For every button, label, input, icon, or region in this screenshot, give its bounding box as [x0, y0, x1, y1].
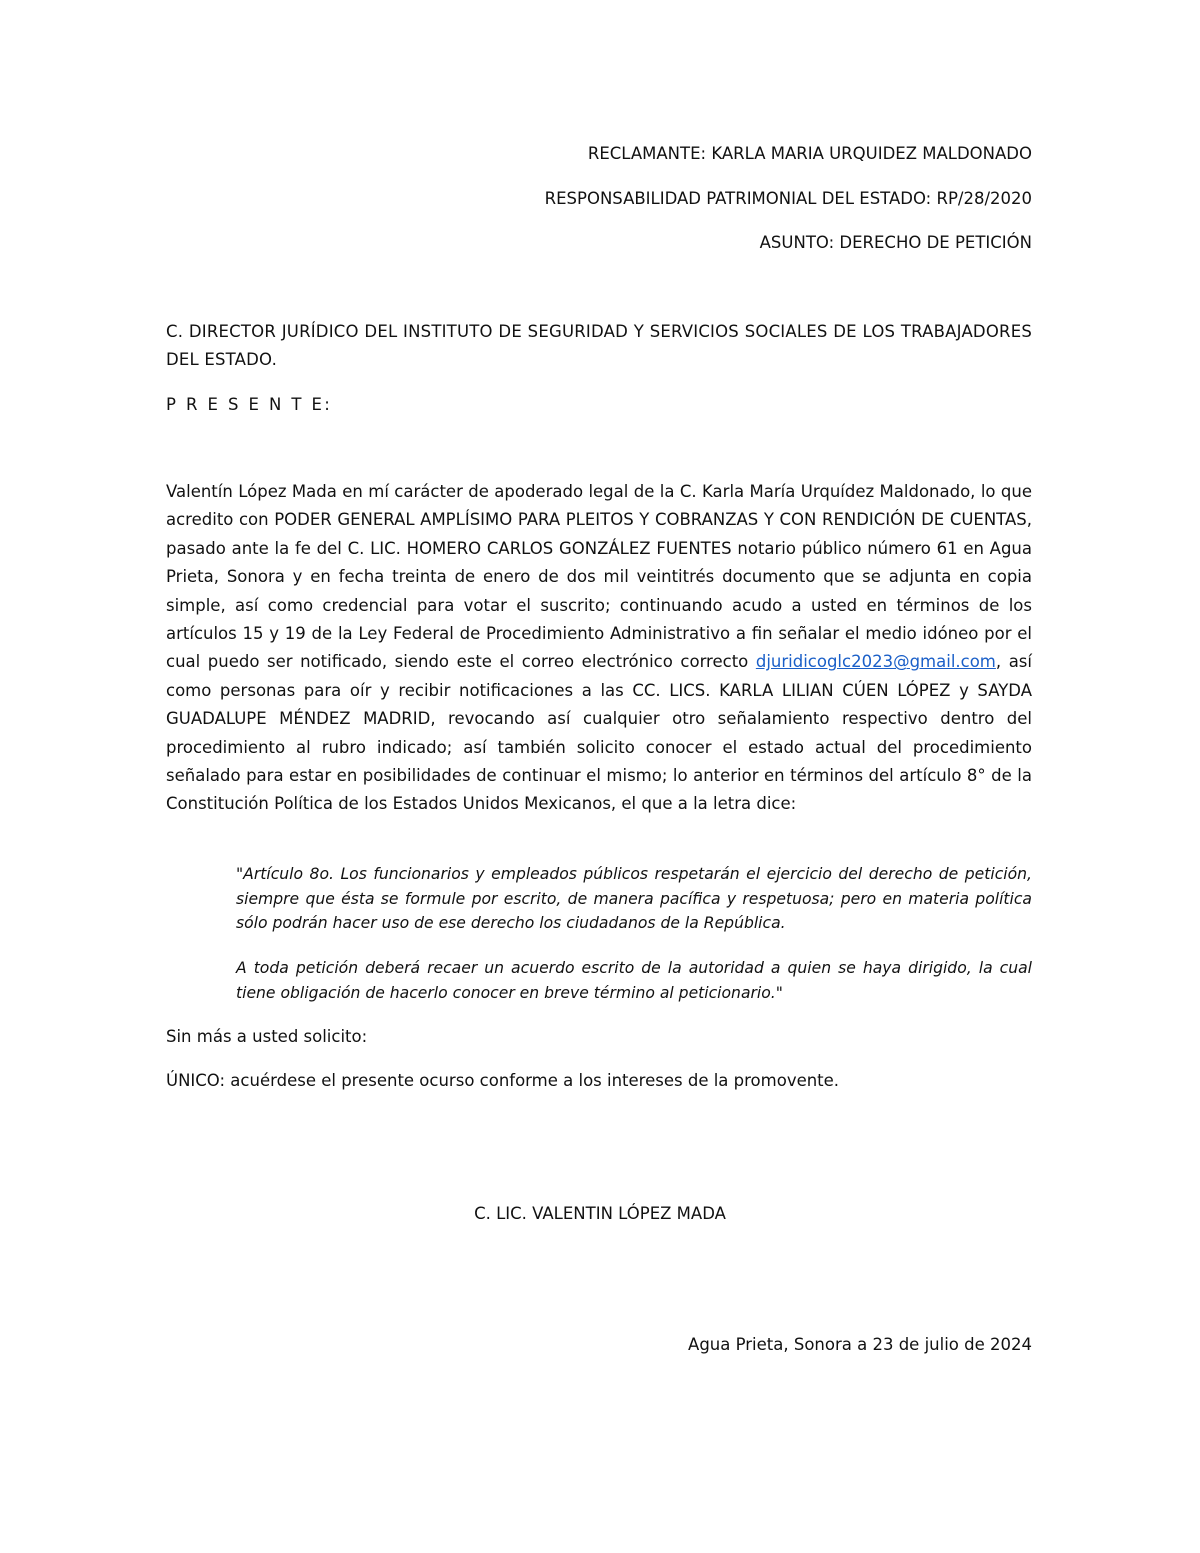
quote-paragraph-2: A toda petición deberá recaer un acuerdo escrito de la autoridad a quien se haya dirigido, la cual tiene obligación de hacerlo conocer en breve término al peticionario." — [236, 959, 1032, 1002]
expediente-line: RESPONSABILIDAD PATRIMONIAL DEL ESTADO: RP/28/2020 — [544, 189, 1032, 208]
quote-paragraph-1: "Artículo 8o. Los funcionarios y empleados públicos respetarán el ejercicio del derecho de petición, siempre que ésta se formule por escrito, de manera pacífica y respetuosa; pero en materia política sólo podrán hacer uso de ese derecho los ciudadanos de la República. — [236, 865, 1032, 933]
reclamante-line: RECLAMANTE: KARLA MARIA URQUIDEZ MALDONADO — [587, 144, 1032, 163]
asunto-line: ASUNTO: DERECHO DE PETICIÓN — [759, 233, 1032, 252]
presente-line: P R E S E N T E: — [166, 395, 333, 414]
main-paragraph-part1: Valentín López Mada en mí carácter de apoderado legal de la C. Karla María Urquídez Maldonado, lo que acredito con PODER GENERAL AMPLÍSIMO PARA PLEITOS Y COBRANZAS Y CON RENDICIÓN DE CUENTAS, pasado ante la fe del C. LIC. HOMERO CARLOS GONZÁLEZ FUENTES notario público número 61 en Agua Prieta, Sonora y en fecha treinta de enero de dos mil veintitrés documento que se adjunta en copia simple, así como credencial para votar el suscrito; continuando acudo a usted en términos de los artículos 15 y 19 de la Ley Federal de Procedimiento Administrativo a fin señalar el medio idóneo por el cual puedo ser notificado, siendo este el correo electrónico correcto — [166, 482, 1032, 672]
main-paragraph — [166, 478, 1032, 819]
main-paragraph-part2: , así como personas para oír y recibir notificaciones a las CC. LICS. KARLA LILIAN CÚEN LÓPEZ y SAYDA GUADALUPE MÉNDEZ MADRID, revocando así cualquier otro señalamiento respectivo dentro del procedimiento al rubro indicado; así también solicito conocer el estado actual del procedimiento señalado para estar en posibilidades de continuar el mismo; lo anterior en términos del artículo 8° de la Constitución Política de los Estados Unidos Mexicanos, el que a la letra dice: — [166, 652, 1032, 814]
addressee: C. DIRECTOR JURÍDICO DEL INSTITUTO DE SEGURIDAD Y SERVICIOS SOCIALES DE LOS TRABAJADORES DEL ESTADO. — [166, 322, 1032, 370]
email-link[interactable]: djuridicoglc2023@gmail.com — [755, 652, 996, 672]
closing-unico: ÚNICO: acuérdese el presente ocurso conforme a los intereses de la promovente. — [166, 1071, 840, 1090]
closing-request: Sin más a usted solicito: — [166, 1027, 368, 1046]
signature-name: C. LIC. VALENTIN LÓPEZ MADA — [474, 1204, 726, 1223]
place-date: Agua Prieta, Sonora a 23 de julio de 2024 — [688, 1335, 1032, 1354]
